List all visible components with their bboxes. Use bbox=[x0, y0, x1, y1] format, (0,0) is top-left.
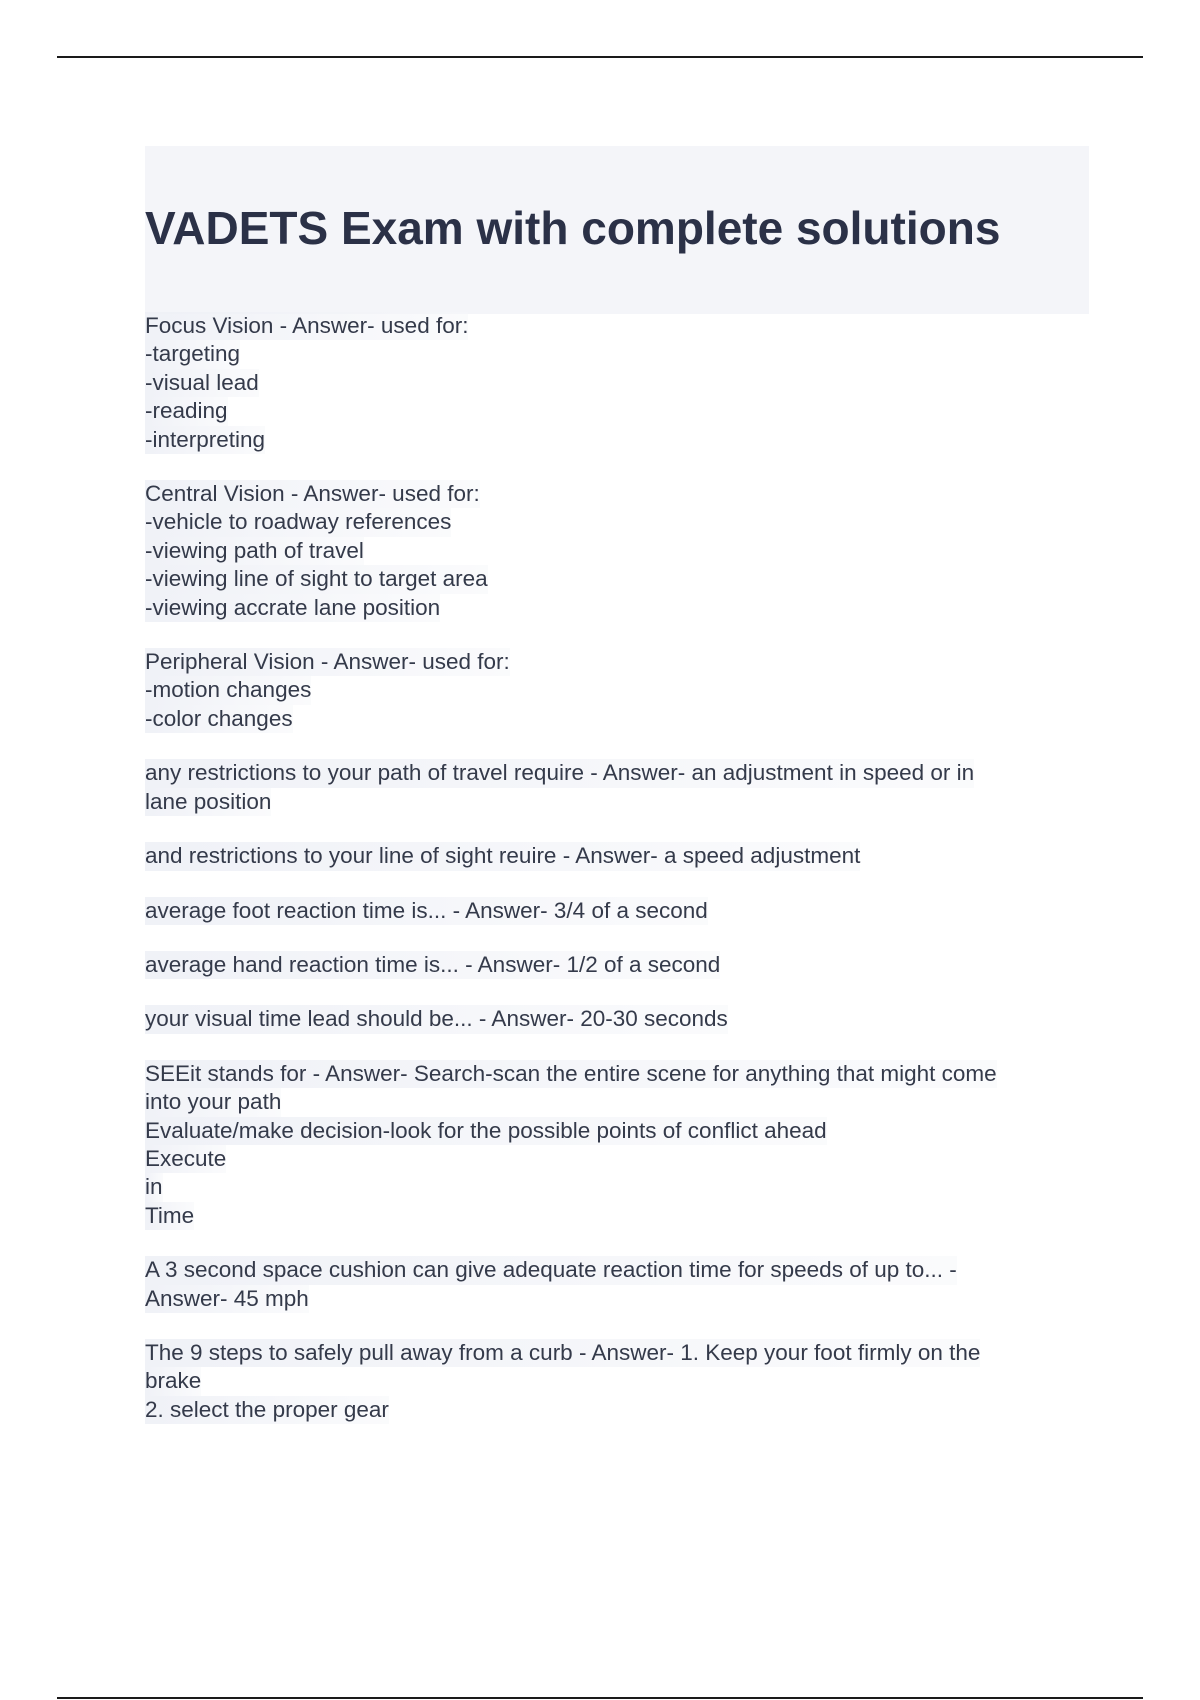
text-line: -vehicle to roadway references bbox=[145, 508, 451, 536]
text-line: in bbox=[145, 1173, 163, 1201]
qa-item-visual-lead bbox=[145, 1005, 1065, 1033]
qa-item-foot-reaction bbox=[145, 897, 1065, 925]
document-body bbox=[145, 312, 1065, 1450]
qa-item-space-cushion bbox=[145, 1256, 1065, 1313]
qa-item-seeit bbox=[145, 1060, 1065, 1230]
document-title: VADETS Exam with complete solutions bbox=[145, 202, 1001, 254]
text-line: Time bbox=[145, 1202, 194, 1230]
text-line: -viewing path of travel bbox=[145, 537, 364, 565]
text-line: and restrictions to your line of sight reuire - Answer- a speed adjustment bbox=[145, 842, 860, 870]
text-line: Answer- 45 mph bbox=[145, 1285, 309, 1313]
text-line: Peripheral Vision - Answer- used for: bbox=[145, 648, 510, 676]
text-line: SEEit stands for - Answer- Search-scan the entire scene for anything that might come bbox=[145, 1060, 997, 1088]
text-line: your visual time lead should be... - Answer- 20-30 seconds bbox=[145, 1005, 728, 1033]
text-line: average hand reaction time is... - Answer- 1/2 of a second bbox=[145, 951, 720, 979]
text-line: Central Vision - Answer- used for: bbox=[145, 480, 480, 508]
text-line: any restrictions to your path of travel require - Answer- an adjustment in speed or in bbox=[145, 759, 974, 787]
qa-item-central-vision bbox=[145, 480, 1065, 622]
qa-item-pull-away bbox=[145, 1339, 1065, 1424]
text-line: -interpreting bbox=[145, 426, 265, 454]
text-line: -visual lead bbox=[145, 369, 259, 397]
text-line: lane position bbox=[145, 788, 271, 816]
text-line: Execute bbox=[145, 1145, 226, 1173]
text-line: A 3 second space cushion can give adequate reaction time for speeds of up to... - bbox=[145, 1256, 957, 1284]
text-line: -motion changes bbox=[145, 676, 311, 704]
top-rule bbox=[57, 56, 1143, 58]
text-line: -reading bbox=[145, 397, 228, 425]
text-line: -viewing line of sight to target area bbox=[145, 565, 488, 593]
qa-item-sight-restrictions bbox=[145, 842, 1065, 870]
text-line: The 9 steps to safely pull away from a curb - Answer- 1. Keep your foot firmly on the bbox=[145, 1339, 980, 1367]
text-line: -viewing accrate lane position bbox=[145, 594, 440, 622]
text-line: into your path bbox=[145, 1088, 281, 1116]
qa-item-hand-reaction bbox=[145, 951, 1065, 979]
text-line: brake bbox=[145, 1367, 201, 1395]
qa-item-path-restrictions bbox=[145, 759, 1065, 816]
bottom-rule bbox=[57, 1697, 1143, 1699]
qa-item-focus-vision bbox=[145, 312, 1065, 454]
text-line: -targeting bbox=[145, 340, 240, 368]
text-line: -color changes bbox=[145, 705, 293, 733]
text-line: 2. select the proper gear bbox=[145, 1396, 389, 1424]
text-line: Evaluate/make decision-look for the possible points of conflict ahead bbox=[145, 1117, 827, 1145]
text-line: Focus Vision - Answer- used for: bbox=[145, 312, 468, 340]
qa-item-peripheral-vision bbox=[145, 648, 1065, 733]
text-line: average foot reaction time is... - Answer- 3/4 of a second bbox=[145, 897, 708, 925]
